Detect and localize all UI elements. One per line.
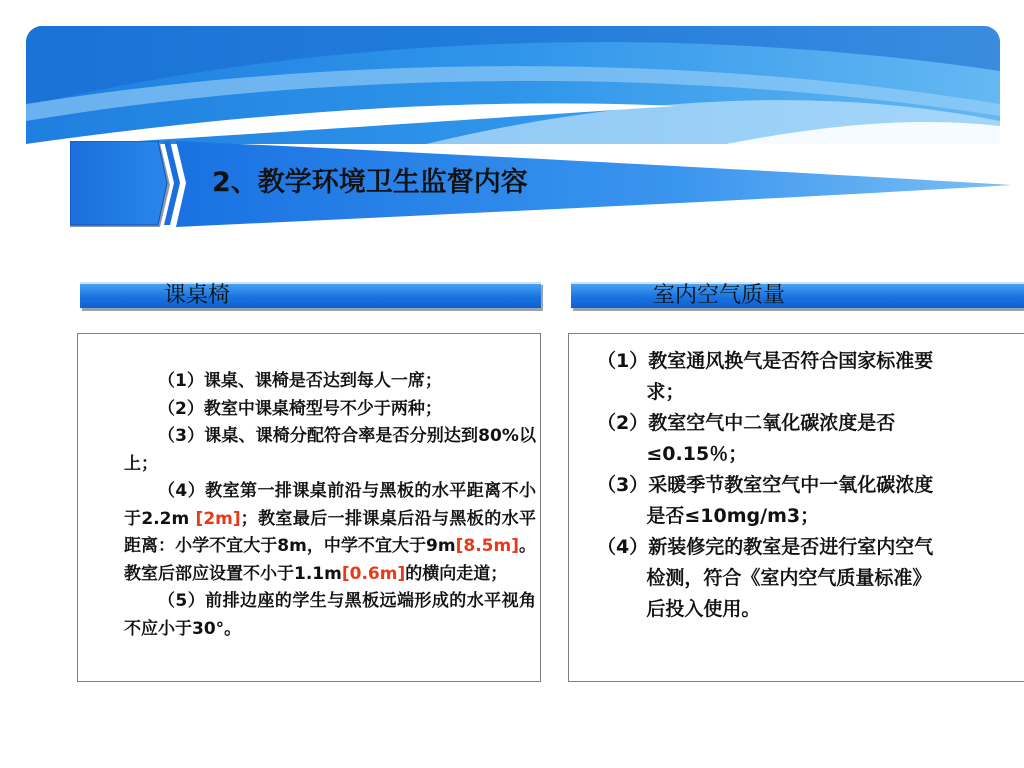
- air-item-1: （1）教室通风换气是否符合国家标准要求；: [597, 350, 934, 403]
- section-header-air: [571, 282, 1024, 308]
- section-header-desks: [80, 282, 541, 308]
- section-header-desks-label: 课桌椅: [164, 283, 231, 308]
- desks-item-4-part3: 。教室后部应设置不小于1.1m: [124, 536, 536, 584]
- desks-item-4-highlight-3: [0.6m]: [341, 563, 406, 584]
- desks-item-4-highlight-2: [8.5m]: [455, 536, 519, 556]
- desks-item-5: （5）前排边座的学生与黑板远端形成的水平视角不应小于30°。: [124, 591, 536, 639]
- desks-item-2: （2）教室中课桌椅型号不少于两种；: [158, 398, 442, 419]
- desks-item-4: [124, 478, 536, 588]
- air-item-3: （3）采暖季节教室空气中一氧化碳浓度是否≤10mg/m3；: [597, 474, 934, 527]
- slide-title: 2、教学环境卫生监督内容: [212, 167, 528, 198]
- section-header-air-label: 室内空气质量: [653, 283, 786, 308]
- desks-item-4-part1: （4）教室第一排课桌前沿与黑板的水平距离不小于2.2m: [124, 481, 536, 529]
- air-item-2: （2）教室空气中二氧化碳浓度是否≤0.15％；: [597, 412, 896, 465]
- desks-content-box: [77, 333, 541, 682]
- air-content-box: [568, 333, 1024, 682]
- air-item-list: [597, 346, 947, 625]
- desks-item-4-highlight-1: [2m]: [195, 508, 241, 529]
- top-banner: [26, 26, 1000, 144]
- desks-item-4-part2: ；教室最后一排课桌后沿与黑板的水平距离：小学不宜大于8m，中学不宜大于9m: [124, 508, 537, 556]
- desks-item-3: （3）课桌、课椅分配符合率是否分别达到80%以上；: [124, 426, 536, 474]
- desks-item-list: [124, 368, 536, 643]
- desks-item-4-part4: 的横向走道；: [405, 563, 508, 584]
- title-side-tab: [70, 141, 180, 235]
- desks-item-1: （1）课桌、课椅是否达到每人一席；: [158, 371, 442, 391]
- air-item-4: （4）新装修完的教室是否进行室内空气检测，符合《室内空气质量标准》后投入使用。: [597, 536, 934, 620]
